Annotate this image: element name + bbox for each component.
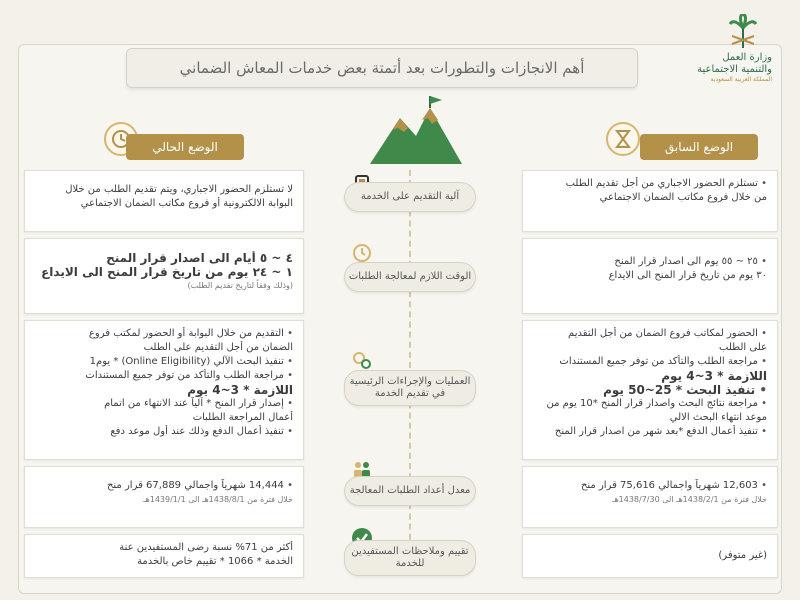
gears-icon [350, 348, 374, 372]
previous-card-feedback [522, 534, 778, 578]
current-proc-line: الضمان من أجل التقديم على الطلب [143, 342, 293, 353]
previous-proc-line: موعد انتهاء البحث الالي [669, 412, 767, 423]
current-card-rate [24, 466, 304, 528]
logo-line-3: المملكة العربية السعودية [710, 76, 772, 83]
current-proc-line: • تنفيذ البحث الآلي (Online Eligibility) * يوم1 [35, 355, 293, 369]
stage-processed-rate: معدل أعداد الطلبات المعالجة [344, 476, 476, 506]
current-proc-line: • تنفيذ أعمال الدفع وذلك عند أول موعد دفع [35, 425, 293, 439]
current-application-line: لا تستلزم الحضور الاجباري، ويتم تقديم الطلب من خلال [65, 184, 293, 195]
timer-icon [350, 240, 374, 264]
previous-card-time [522, 238, 778, 314]
previous-feedback-value: (غير متوفر) [718, 550, 767, 561]
ministry-logo [682, 14, 782, 84]
previous-time-line: • ٢٥ ~ ٥٥ يوم الى اصدار قرار المنح [533, 255, 767, 269]
mountain-flag-icon [370, 96, 462, 166]
current-feedback-line: الخدمة * 1066 * تقييم خاص بالخدمة [137, 556, 293, 567]
current-time-line: ٤ ~ ٥ أيام الى اصدار قرار المنح [106, 251, 293, 265]
previous-proc-line: على الطلب [719, 342, 767, 353]
current-proc-line: • مراجعة الطلب والتأكد من توفر جميع المستندات [35, 369, 293, 383]
previous-card-procedures [522, 320, 778, 460]
current-time-note: (وذلك وفقاً لتاريخ تقديم الطلب) [187, 281, 293, 290]
current-proc-line: أعمال المراجعة الطلبات [192, 412, 293, 423]
previous-proc-line: • تنفيذ البحث * 25~50 يوم [533, 383, 767, 397]
current-rate-line: خلال فترة من 1438/8/1هـ الى 1439/1/1هـ [143, 495, 293, 504]
current-status-header: الوضع الحالي [126, 134, 244, 160]
stage-application: آلية التقديم على الخدمة [344, 182, 476, 212]
current-card-time [24, 238, 304, 314]
current-time-line: ١ ~ ٢٤ يوم من تاريخ قرار المنح الى الايداع [41, 265, 293, 279]
current-application-line: البوابة الالكترونية أو فروع مكاتب الضمان الاجتماعي [80, 198, 293, 209]
stage-procedures: العمليات والإجراءات الرئيسية في تقديم الخدمة [344, 370, 476, 406]
previous-proc-line: • تنفيذ أعمال الدفع *بعد شهر من اصدار قرار المنح [533, 425, 767, 439]
previous-card-application [522, 170, 778, 232]
previous-rate-line: خلال فترة من 1438/2/1هـ الى 1438/7/30هـ [612, 495, 767, 504]
previous-proc-line: • مراجعة نتائج البحث واصدار قرار المنح *10 يوم من [533, 397, 767, 411]
previous-proc-line: • الحضور لمكاتب فروع الضمان من أجل التقديم [533, 327, 767, 341]
logo-line-2: والتنمية الاجتماعية [697, 64, 772, 75]
hourglass-icon [606, 122, 640, 156]
stage-feedback: تقييم وملاحظات المستفيدين للخدمة [344, 540, 476, 576]
current-feedback-line: أكثر من 71% نسبة رضى المستفيدين عنة [119, 542, 293, 553]
previous-application-line: من خلال فروع مكاتب الضمان الاجتماعي [599, 192, 767, 203]
current-proc-line: اللازمة * 3~4 يوم [187, 383, 293, 397]
stage-processing-time: الوقت اللازم لمعالجة الطلبات [344, 262, 476, 292]
current-proc-line: • إصدار قرار المنح * آلياً عند الانتهاء من اتمام [35, 397, 293, 411]
previous-application-line: • تستلزم الحضور الاجباري من أجل تقديم الطلب [533, 177, 767, 191]
palm-logo-icon [728, 14, 758, 48]
previous-rate-line: • 12,603 شهرياً واجمالي 75,616 قرار منح [533, 479, 767, 493]
page-title: أهم الانجازات والتطورات بعد أتمتة بعض خدمات المعاش الضماني [126, 48, 638, 88]
logo-line-1: وزارة العمل [722, 52, 772, 63]
previous-status-header: الوضع السابق [640, 134, 758, 160]
previous-proc-line: • مراجعة الطلب والتأكد من توفر جميع المستندات [533, 355, 767, 369]
previous-proc-line: اللازمة * 3~4 يوم [661, 369, 767, 383]
current-proc-line: • التقديم من خلال البوابة أو الحضور لمكتب فروع [35, 327, 293, 341]
current-card-procedures [24, 320, 304, 460]
previous-time-line: ٣٠ يوم من تاريخ قرار المنح الى الايداع [608, 270, 767, 281]
current-card-application [24, 170, 304, 232]
previous-card-rate [522, 466, 778, 528]
current-rate-line: • 14,444 شهرياً واجمالي 67,889 قرار منح [35, 479, 293, 493]
current-card-feedback [24, 534, 304, 578]
